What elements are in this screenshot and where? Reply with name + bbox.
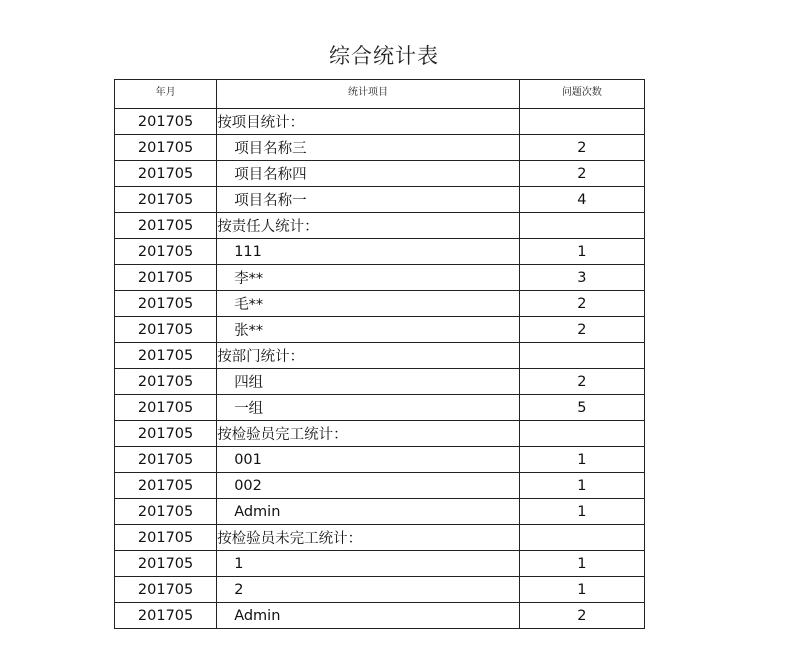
cell-count [519, 213, 644, 239]
table-header-row [115, 80, 645, 109]
table-row [115, 395, 645, 421]
table-row [115, 603, 645, 629]
header-count: 问题次数 [519, 80, 644, 109]
cell-month: 201705 [115, 109, 217, 135]
cell-count: 1 [519, 499, 644, 525]
cell-month: 201705 [115, 213, 217, 239]
cell-count [519, 109, 644, 135]
cell-month: 201705 [115, 291, 217, 317]
table-row [115, 473, 645, 499]
table-group-row [115, 421, 645, 447]
cell-count: 2 [519, 161, 644, 187]
table-row [115, 239, 645, 265]
cell-count: 3 [519, 265, 644, 291]
cell-count: 2 [519, 603, 644, 629]
cell-count: 1 [519, 551, 644, 577]
cell-item: 项目名称四 [217, 161, 520, 187]
cell-item: 1 [217, 551, 520, 577]
table-row [115, 187, 645, 213]
cell-item: Admin [217, 499, 520, 525]
report-title: 综合统计表 [329, 44, 439, 68]
table-row [115, 135, 645, 161]
statistics-table [114, 79, 645, 629]
cell-count: 1 [519, 239, 644, 265]
cell-count: 2 [519, 291, 644, 317]
cell-count [519, 525, 644, 551]
table-row [115, 499, 645, 525]
cell-count: 1 [519, 473, 644, 499]
cell-item: 项目名称一 [217, 187, 520, 213]
cell-group-label: 按责任人统计： [217, 213, 520, 239]
cell-item: 001 [217, 447, 520, 473]
table-row [115, 265, 645, 291]
table-group-row [115, 343, 645, 369]
cell-count: 4 [519, 187, 644, 213]
cell-month: 201705 [115, 421, 217, 447]
cell-item: 111 [217, 239, 520, 265]
cell-count: 1 [519, 577, 644, 603]
cell-month: 201705 [115, 395, 217, 421]
cell-month: 201705 [115, 499, 217, 525]
cell-count [519, 421, 644, 447]
cell-month: 201705 [115, 239, 217, 265]
cell-item: 002 [217, 473, 520, 499]
table-row [115, 447, 645, 473]
table-row [115, 551, 645, 577]
cell-month: 201705 [115, 473, 217, 499]
cell-item: 一组 [217, 395, 520, 421]
table-body [115, 109, 645, 629]
cell-group-label: 按部门统计： [217, 343, 520, 369]
cell-month: 201705 [115, 525, 217, 551]
cell-count: 5 [519, 395, 644, 421]
table-row [115, 577, 645, 603]
cell-month: 201705 [115, 577, 217, 603]
cell-month: 201705 [115, 187, 217, 213]
header-month: 年月 [115, 80, 217, 109]
cell-item: 四组 [217, 369, 520, 395]
cell-group-label: 按检验员完工统计： [217, 421, 520, 447]
cell-item: 项目名称三 [217, 135, 520, 161]
cell-month: 201705 [115, 317, 217, 343]
table-row [115, 161, 645, 187]
cell-month: 201705 [115, 161, 217, 187]
table-group-row [115, 109, 645, 135]
table-row [115, 291, 645, 317]
cell-month: 201705 [115, 343, 217, 369]
table-group-row [115, 213, 645, 239]
table-group-row [115, 525, 645, 551]
table-row [115, 369, 645, 395]
cell-month: 201705 [115, 265, 217, 291]
cell-item: 张** [217, 317, 520, 343]
cell-month: 201705 [115, 369, 217, 395]
cell-month: 201705 [115, 447, 217, 473]
header-item: 统计项目 [217, 80, 520, 109]
cell-count: 2 [519, 317, 644, 343]
cell-count: 2 [519, 135, 644, 161]
cell-month: 201705 [115, 551, 217, 577]
cell-group-label: 按检验员未完工统计： [217, 525, 520, 551]
cell-count [519, 343, 644, 369]
cell-item: 毛** [217, 291, 520, 317]
cell-month: 201705 [115, 135, 217, 161]
cell-group-label: 按项目统计： [217, 109, 520, 135]
cell-count: 2 [519, 369, 644, 395]
cell-item: 2 [217, 577, 520, 603]
cell-month: 201705 [115, 603, 217, 629]
cell-item: 李** [217, 265, 520, 291]
cell-count: 1 [519, 447, 644, 473]
table-row [115, 317, 645, 343]
cell-item: Admin [217, 603, 520, 629]
